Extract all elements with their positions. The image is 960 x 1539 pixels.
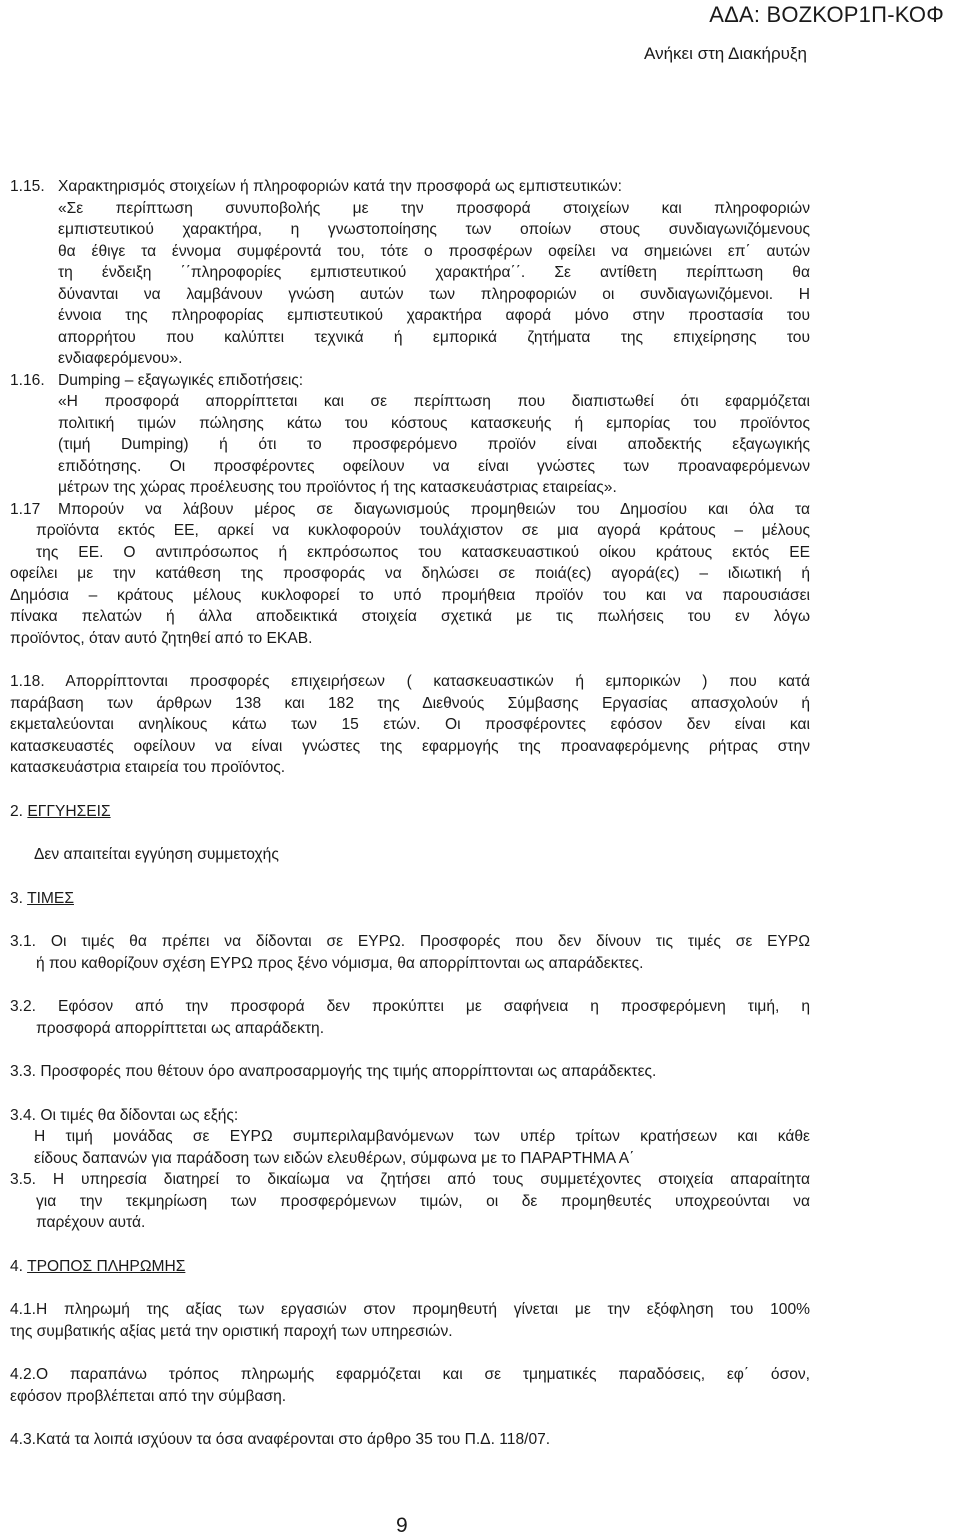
text-line: Δημόσια – κράτους μέλους κυκλοφορεί το υπό προμήθεια προϊόν του και να παρουσιάσει <box>10 586 810 604</box>
section-2-heading <box>10 801 810 823</box>
text-line: εμπιστευτικού χαρακτήρα, η γνωστοποίησης των οποίων στους συνδιαγωνιζόμενους <box>58 221 810 238</box>
text-line: εφόσον προβλέπεται από την σύμβαση. <box>10 1387 287 1405</box>
text-line: 4.3.Κατά τα λοιπά ισχύουν τα όσα αναφέρονται στο άρθρο 35 του Π.Δ. 118/07. <box>10 1431 551 1448</box>
text-line: (τιμή Dumping) ή ότι το προσφερόμενο προϊόν είναι αποδεκτής εξαγωγικής <box>58 436 810 453</box>
text-line: της ΕΕ. Ο αντιπρόσωπος ή εκπρόσωπος του κατασκευαστικού οίκου κράτους εκτός ΕΕ <box>36 543 810 561</box>
section-1-17-body <box>10 520 810 563</box>
section-1-15-body <box>10 198 810 370</box>
document-body <box>10 176 810 1451</box>
text-line: 3.5. Η υπηρεσία διατηρεί το δικαίωμα να ζητήσει από τους συμμετέχοντες στοιχεία απαραίτητα <box>10 1171 810 1188</box>
ada-code: ΑΔΑ: ΒΟΖΚΟΡ1Π-ΚΟΦ <box>709 2 944 27</box>
section-1-18 <box>10 671 810 779</box>
text-line: παράβαση των άρθρων 138 και 182 της Διεθνούς Σύμβασης Εργασίας απασχολούν ή <box>10 694 810 712</box>
section-number: 4. <box>10 1257 24 1275</box>
text-line: «Σε περίπτωση συνυποβολής με την προσφορά στοιχείων και πληροφοριών <box>58 199 810 217</box>
text-line: είδους δαπανών για παράδοση των ειδών ελευθέρων, σύμφωνα με το ΠΑΡΑΡΤΗΜΑ Α΄ <box>34 1149 635 1167</box>
text-line: κατασκευαστές οφείλουν να είναι γνώστες της εφαρμογής της προαναφερόμενης ρήτρας στην <box>10 737 810 755</box>
text-line: τη ένδειξη ΄΄πληροφορίες εμπιστευτικού χαρακτήρα΄΄. Σε αντίθετη περίπτωση θα <box>58 264 810 281</box>
text-line: Η τιμή μονάδας σε ΕΥΡΩ συμπεριλαμβανόμενων των υπέρ τρίτων κρατήσεων και κάθε <box>34 1128 810 1145</box>
text-line: της συμβατικής αξίας μετά την οριστική παροχή των υπηρεσιών. <box>10 1322 453 1340</box>
text-line: προϊόντα εκτός ΕΕ, αρκεί να κυκλοφορούν τουλάχιστον σε μια αγορά κράτους – μέλους <box>36 522 810 539</box>
text-line: 4.1.Η πληρωμή της αξίας των εργασιών στον προμηθευτή γίνεται με την εξόφληση του 100% <box>10 1301 810 1318</box>
section-title: Dumping – εξαγωγικές επιδοτήσεις: <box>58 371 304 389</box>
section-number: 1.17 <box>10 500 41 518</box>
section-title: ΕΓΓΥΗΣΕΙΣ <box>27 802 111 820</box>
section-title: ΤΡΟΠΟΣ ΠΛΗΡΩΜΗΣ <box>27 1257 186 1275</box>
section-1-17-body-wide <box>10 563 810 649</box>
text-line: μέτρων της χώρας προέλευσης του προϊόντος ή της κατασκευάστριας εταιρείας». <box>58 479 617 496</box>
text-line: ενδιαφερόμενου». <box>58 350 183 367</box>
guarantee-text: Δεν απαιτείται εγγύηση συμμετοχής <box>34 846 279 863</box>
text-line: οφείλει με την κατάθεση της προσφοράς να δηλώσει σε ποιά(ες) αγορά(ες) – ιδιωτική ή <box>10 565 810 582</box>
text-line: πολιτική τιμών πώλησης κάτω του κόστους κατασκευής ή εμπορίας του προϊόντος <box>58 414 810 432</box>
section-number: 2. <box>10 802 24 820</box>
text-line: 3.4. Οι τιμές θα δίδονται ως εξής: <box>10 1106 239 1124</box>
section-1-17-first-line <box>10 499 810 521</box>
section-number: 1.15. <box>10 178 45 195</box>
text-line: έννοια της πληροφορίας εμπιστευτικού χαρακτήρα αφορά μόνο στην προστασία του <box>58 307 810 324</box>
text-line: Μπορούν να λάβουν μέρος σε διαγωνισμούς προμηθειών του Δημοσίου και όλα τα <box>58 500 810 518</box>
section-1-16-body <box>10 391 810 499</box>
text-line: 1.18. Απορρίπτονται προσφορές επιχειρήσεων ( κατασκευαστικών ή εμπορικών ) που κατά <box>10 673 810 690</box>
section-title: ΤΙΜΕΣ <box>27 889 74 907</box>
text-line: 3.1. Οι τιμές θα πρέπει να δίδονται σε ΕΥΡΩ. Προσφορές που δεν δίνουν τις τιμές σε ΕΥΡΩ <box>10 933 810 950</box>
text-line: κατασκευάστρια εταιρεία του προϊόντος. <box>10 759 286 776</box>
text-line: προϊόντος, όταν αυτό ζητηθεί από το ΕΚΑΒ. <box>10 629 313 647</box>
text-line: ή που καθορίζουν σχέση ΕΥΡΩ προς ξένο νόμισμα, θα απορρίπτονται ως απαράδεκτες. <box>36 954 644 972</box>
page-number: 9 <box>396 1514 408 1537</box>
belongs-to-label: Ανήκει στη Διακήρυξη <box>644 44 807 63</box>
section-title: Χαρακτηρισμός στοιχείων ή πληροφοριών κατά την προσφορά ως εμπιστευτικών: <box>58 178 622 195</box>
text-line: 3.2. Εφόσον από την προσφορά δεν προκύπτει με σαφήνεια η προσφερόμενη τιμή, η <box>10 998 810 1015</box>
text-line: επιδότησης. Οι προσφέροντες οφείλουν να είναι γνώστες των προαναφερόμενων <box>58 457 810 475</box>
text-line: δύνανται να λαμβάνουν γνώση αυτών των πληροφοριών οι συνδιαγωνιζόμενοι. Η <box>58 285 810 303</box>
text-line: προσφορά απορρίπτεται ως απαράδεκτη. <box>36 1019 325 1037</box>
text-line: απορρήτου που καλύπτει τεχνικά ή εμπορικά ζητήματα της επιχείρησης του <box>58 328 810 346</box>
section-3-heading <box>10 888 810 910</box>
section-4-heading <box>10 1256 810 1278</box>
section-number: 1.16. <box>10 371 45 389</box>
section-1-15-heading <box>10 176 810 198</box>
text-line: παρέχουν αυτά. <box>36 1214 146 1231</box>
section-1-16-heading <box>10 370 810 392</box>
text-line: για την τεκμηρίωση των προσφερόμενων τιμών, οι δε προμηθευτές υποχρεούνται να <box>36 1192 810 1210</box>
text-line: εκμεταλεύονται ανηλίκους κάτω των 15 ετών. Οι προσφέροντες εφόσον δεν είναι και <box>10 716 810 733</box>
text-line: 4.2.Ο παραπάνω τρόπος πληρωμής εφαρμόζεται και σε τμηματικές παραδόσεις, εφ΄ όσον, <box>10 1366 810 1383</box>
section-number: 3. <box>10 889 24 907</box>
text-line: θα έθιγε τα έννομα συμφέροντά του, τότε ο προσφέρων οφείλει να σημειώνει επ΄ αυτών <box>58 242 810 260</box>
text-line: πίνακα πελατών ή άλλα αποδεικτικά στοιχεία σχετικά με τις πωλήσεις του εν λόγω <box>10 608 810 625</box>
text-line: 3.3. Προσφορές που θέτουν όρο αναπροσαρμογής της τιμής απορρίπτονται ως απαράδεκτες. <box>10 1063 657 1080</box>
text-line: «Η προσφορά απορρίπτεται και σε περίπτωση που διαπιστωθεί ότι εφαρμόζεται <box>58 393 810 410</box>
